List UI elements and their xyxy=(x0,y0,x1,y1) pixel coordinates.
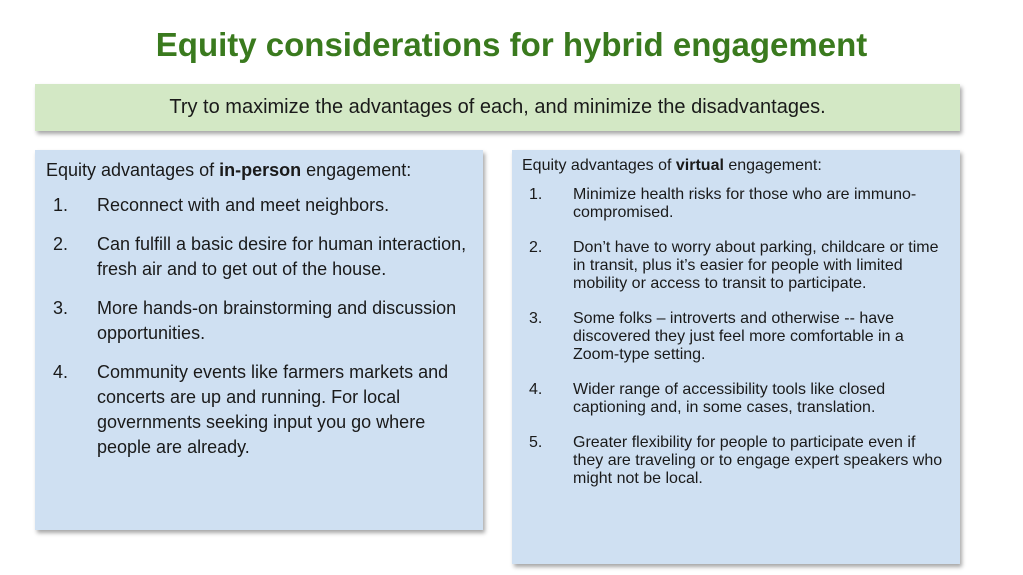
heading-bold: virtual xyxy=(675,157,724,174)
list-item xyxy=(46,360,473,460)
item-text: More hands-on brainstorming and discussion opportunities. xyxy=(97,298,457,343)
item-text: Reconnect with and meet neighbors. xyxy=(97,195,390,215)
item-number: 3. xyxy=(53,298,69,318)
list-item xyxy=(522,381,950,417)
heading-prefix: Equity advantages of xyxy=(46,160,220,180)
heading-suffix: engagement: xyxy=(723,157,822,174)
in-person-box-heading xyxy=(46,160,473,181)
heading-suffix: engagement: xyxy=(301,160,412,180)
item-text: Don’t have to worry about parking, childcare or time in transit, plus it’s easier for people with limited mobility or access to transit to participate. xyxy=(573,239,939,292)
heading-bold: in-person xyxy=(219,160,302,180)
item-text: Can fulfill a basic desire for human interaction, fresh air and to get out of the house. xyxy=(97,234,467,279)
item-number: 4. xyxy=(53,362,69,382)
item-text: Community events like farmers markets and concerts are up and running. For local governments seeking input you go where people are already. xyxy=(97,362,449,457)
list-item xyxy=(522,434,950,488)
item-text: Minimize health risks for those who are immuno-compromised. xyxy=(573,186,917,221)
item-number: 5. xyxy=(529,434,543,451)
in-person-advantages-box xyxy=(35,150,483,530)
list-item xyxy=(46,296,473,346)
item-number: 1. xyxy=(529,186,543,203)
list-item xyxy=(522,186,950,222)
list-item xyxy=(46,232,473,282)
item-text: Greater flexibility for people to participate even if they are traveling or to engage expert speakers who might not be local. xyxy=(573,434,943,487)
list-item xyxy=(522,310,950,364)
item-number: 2. xyxy=(53,234,69,254)
item-text: Some folks – introverts and otherwise -- have discovered they just feel more comfortable in a Zoom-type setting. xyxy=(573,310,904,363)
item-number: 2. xyxy=(529,239,543,256)
list-item xyxy=(46,193,473,218)
heading-prefix: Equity advantages of xyxy=(522,157,676,174)
in-person-list xyxy=(46,193,473,460)
item-number: 4. xyxy=(529,381,543,398)
virtual-advantages-box xyxy=(512,150,960,564)
item-number: 3. xyxy=(529,310,543,327)
item-text: Wider range of accessibility tools like closed captioning and, in some cases, translation. xyxy=(573,381,886,416)
list-item xyxy=(522,239,950,293)
item-number: 1. xyxy=(53,195,69,215)
banner xyxy=(35,84,960,131)
virtual-box-heading xyxy=(522,157,950,175)
banner-text: Try to maximize the advantages of each, and minimize the disadvantages. xyxy=(169,96,826,118)
virtual-list xyxy=(522,186,950,488)
slide-title: Equity considerations for hybrid engagement xyxy=(155,26,868,63)
